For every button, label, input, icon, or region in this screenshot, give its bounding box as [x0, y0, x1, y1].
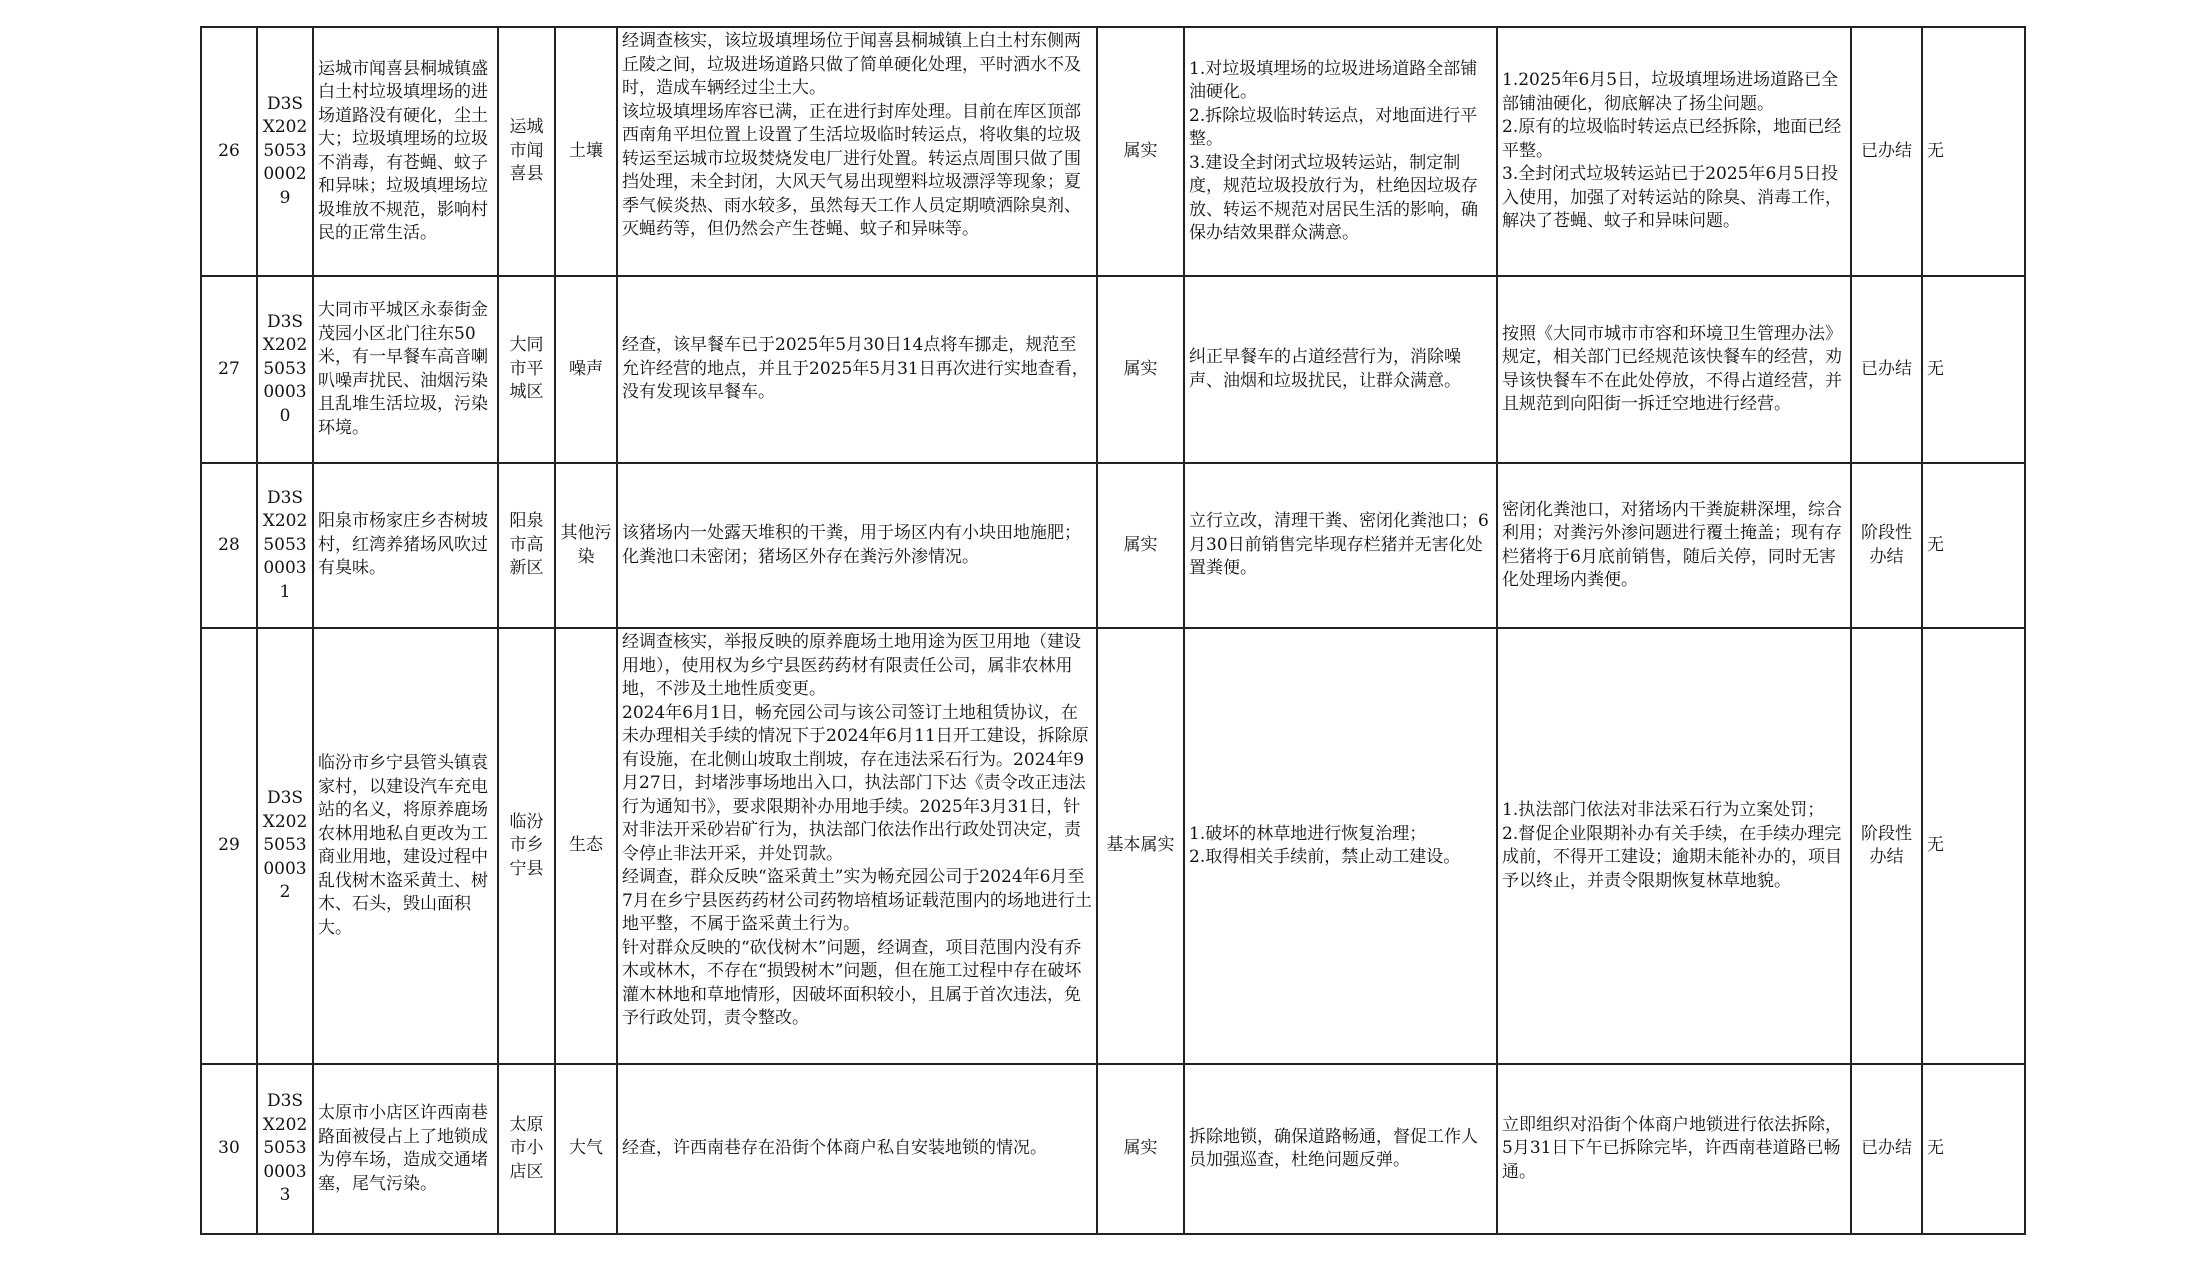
row-number: 28: [201, 463, 257, 628]
pollution-type: 生态: [555, 628, 617, 1064]
status: 已办结: [1851, 276, 1922, 463]
complaint-table: [200, 26, 2026, 1235]
region: 运城市闻喜县: [498, 27, 555, 276]
status: 已办结: [1851, 27, 1922, 276]
accountability: 无: [1922, 27, 2025, 276]
status: 阶段性办结: [1851, 463, 1922, 628]
accountability: 无: [1922, 276, 2025, 463]
handling-goal: 1.破坏的林草地进行恢复治理； 2.取得相关手续前，禁止动工建设。: [1184, 628, 1497, 1064]
region: 临汾市乡宁县: [498, 628, 555, 1064]
handling-goal: 纠正早餐车的占道经营行为，消除噪声、油烟和垃圾扰民，让群众满意。: [1184, 276, 1497, 463]
verdict: 属实: [1097, 276, 1184, 463]
row-number: 29: [201, 628, 257, 1064]
case-code: D3SX202505300030: [257, 276, 313, 463]
handling-result: 密闭化粪池口，对猪场内干粪旋耕深埋，综合利用；对粪污外渗问题进行覆土掩盖；现有存栏猪将于6月底前销售，随后关停，同时无害化处理场内粪便。: [1497, 463, 1851, 628]
investigation-text: 经查，该早餐车已于2025年5月30日14点将车挪走，规范至允许经营的地点，并且于2025年5月31日再次进行实地查看，没有发现该早餐车。: [617, 276, 1097, 463]
row-number: 26: [201, 27, 257, 276]
case-code: D3SX202505300029: [257, 27, 313, 276]
handling-goal: 立行立改，清理干粪、密闭化粪池口；6月30日前销售完毕现存栏猪并无害化处置粪便。: [1184, 463, 1497, 628]
verdict: 属实: [1097, 1064, 1184, 1234]
complaint-content: 大同市平城区永泰街金茂园小区北门往东50米，有一早餐车高音喇叭噪声扰民、油烟污染且乱堆生活垃圾，污染环境。: [313, 276, 498, 463]
handling-goal: 拆除地锁，确保道路畅通，督促工作人员加强巡查，杜绝问题反弹。: [1184, 1064, 1497, 1234]
complaint-content: 太原市小店区许西南巷路面被侵占上了地锁成为停车场，造成交通堵塞，尾气污染。: [313, 1064, 498, 1234]
investigation-text: 经调查核实，举报反映的原养鹿场土地用途为医卫用地（建设用地），使用权为乡宁县医药药材有限责任公司，属非农林用地，不涉及土地性质变更。 2024年6月1日，畅充园公司与该公司签订土地租赁协议，在未办理相关手续的情况下于2024年6月11日开工建设，拆除原有设施，在北侧山坡取土削坡，存在违法采石行为。2024年9月27日，封堵涉事场地出入口，执法部门下达《责令改正违法行为通知书》，要求限期补办用地手续。2025年3月31日，针对非法开采砂岩矿行为，执法部门依法作出行政处罚决定，责令停止非法开采，并处罚款。 经调查，群众反映“盗采黄土”实为畅充园公司于2024年6月至7月在乡宁县医药药材公司药物培植场证载范围内的场地进行土地平整，不属于盗采黄土行为。 针对群众反映的“砍伐树木”问题，经调查，项目范围内没有乔木或林木，不存在“损毁树木”问题，但在施工过程中存在破坏灌木林地和草地情形，因破坏面积较小，且属于首次违法，免予行政处罚，责令整改。: [617, 628, 1097, 1064]
handling-result: 按照《大同市城市市容和环境卫生管理办法》规定，相关部门已经规范该快餐车的经营，劝导该快餐车不在此处停放，不得占道经营，并且规范到向阳街一拆迁空地进行经营。: [1497, 276, 1851, 463]
pollution-type: 大气: [555, 1064, 617, 1234]
row-number: 30: [201, 1064, 257, 1234]
handling-result: 1.执法部门依法对非法采石行为立案处罚； 2.督促企业限期补办有关手续，在手续办理完成前，不得开工建设；逾期未能补办的，项目予以终止，并责令限期恢复林草地貌。: [1497, 628, 1851, 1064]
verdict: 属实: [1097, 463, 1184, 628]
table-row: [201, 628, 2025, 1064]
table-row: [201, 1064, 2025, 1234]
table-row: [201, 27, 2025, 276]
region: 阳泉市高新区: [498, 463, 555, 628]
row-number: 27: [201, 276, 257, 463]
region: 大同市平城区: [498, 276, 555, 463]
table-row: [201, 276, 2025, 463]
pollution-type: 噪声: [555, 276, 617, 463]
handling-result: 1.2025年6月5日，垃圾填埋场进场道路已全部铺油硬化，彻底解决了扬尘问题。 2.原有的垃圾临时转运点已经拆除，地面已经平整。 3.全封闭式垃圾转运站已于2025年6月5日投入使用，加强了对转运站的除臭、消毒工作，解决了苍蝇、蚊子和异味问题。: [1497, 27, 1851, 276]
pollution-type: 其他污染: [555, 463, 617, 628]
handling-result: 立即组织对沿街个体商户地锁进行依法拆除，5月31日下午已拆除完毕，许西南巷道路已畅通。: [1497, 1064, 1851, 1234]
verdict: 属实: [1097, 27, 1184, 276]
case-code: D3SX202505300033: [257, 1064, 313, 1234]
investigation-text: 该猪场内一处露天堆积的干粪，用于场区内有小块田地施肥；化粪池口未密闭；猪场区外存在粪污外渗情况。: [617, 463, 1097, 628]
investigation-text: 经查，许西南巷存在沿街个体商户私自安装地锁的情况。: [617, 1064, 1097, 1234]
complaint-content: 临汾市乡宁县管头镇袁家村，以建设汽车充电站的名义，将原养鹿场农林用地私自更改为工商业用地，建设过程中乱伐树木盗采黄土、树木、石头，毁山面积大。: [313, 628, 498, 1064]
accountability: 无: [1922, 628, 2025, 1064]
case-code: D3SX202505300031: [257, 463, 313, 628]
complaint-content: 阳泉市杨家庄乡杏树坡村，红湾养猪场风吹过有臭味。: [313, 463, 498, 628]
complaint-content: 运城市闻喜县桐城镇盛白土村垃圾填埋场的进场道路没有硬化，尘土大；垃圾填埋场的垃圾不消毒，有苍蝇、蚊子和异味；垃圾填埋场垃圾堆放不规范，影响村民的正常生活。: [313, 27, 498, 276]
accountability: 无: [1922, 1064, 2025, 1234]
region: 太原市小店区: [498, 1064, 555, 1234]
status: 已办结: [1851, 1064, 1922, 1234]
investigation-text: 经调查核实，该垃圾填埋场位于闻喜县桐城镇上白土村东侧两丘陵之间，垃圾进场道路只做了简单硬化处理，平时洒水不及时，造成车辆经过尘土大。 该垃圾填埋场库容已满，正在进行封库处理。目前在库区顶部西南角平坦位置上设置了生活垃圾临时转运点，将收集的垃圾转运至运城市垃圾焚烧发电厂进行处置。转运点周围只做了围挡处理，未全封闭，大风天气易出现塑料垃圾漂浮等现象；夏季气候炎热、雨水较多，虽然每天工作人员定期喷洒除臭剂、灭蝇药等，但仍然会产生苍蝇、蚊子和异味等。: [617, 27, 1097, 276]
table-row: [201, 463, 2025, 628]
verdict: 基本属实: [1097, 628, 1184, 1064]
accountability: 无: [1922, 463, 2025, 628]
handling-goal: 1.对垃圾填埋场的垃圾进场道路全部铺油硬化。 2.拆除垃圾临时转运点，对地面进行平整。 3.建设全封闭式垃圾转运站，制定制度，规范垃圾投放行为，杜绝因垃圾存放、转运不规范对居民生活的影响，确保办结效果群众满意。: [1184, 27, 1497, 276]
case-code: D3SX202505300032: [257, 628, 313, 1064]
pollution-type: 土壤: [555, 27, 617, 276]
status: 阶段性办结: [1851, 628, 1922, 1064]
